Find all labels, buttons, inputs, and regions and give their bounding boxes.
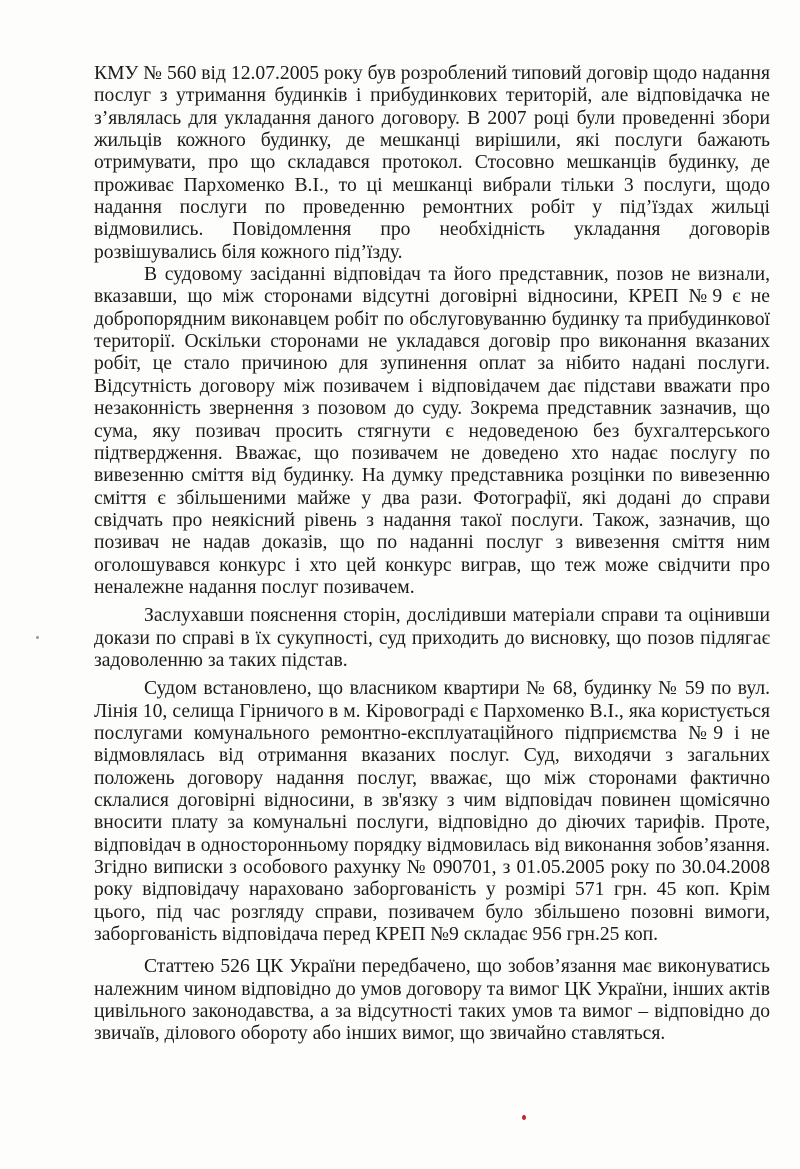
scan-speck: [36, 636, 39, 639]
paragraph-article-526: Статтею 526 ЦК України передбачено, що зобов’язання має виконуватись належним чином відповідно до умов договору та вимог ЦК України, інших актів цивільного законодавства, а за відсутності таких умов та вимог – відповідно до звичаїв, ділового обороту або інших вимог, що звичайно ставляться.: [94, 956, 770, 1045]
paragraph-court-conclusion: Заслухавши пояснення сторін, дослідивши матеріали справи та оцінивши докази по справі в їх сукупності, суд приходить до висновку, що позов підлягає задоволенню за таких підстав.: [94, 605, 770, 671]
ink-mark: [522, 1115, 526, 1120]
paragraph-defendant-position: В судовому засіданні відповідач та його представник, позов не визнали, вказавши, що між сторонами відсутні договірні відносини, КРЕП №9 є не добропорядним виконавцем робіт по обслуговуванню будинку та прибудинкової території. Оскільки сторонами не укладався договір про виконання вказаних робіт, це стало причиною для зупинення оплат за нібито надані послуги. Відсутність договору між позивачем і відповідачем дає підстави вважати про незаконність звернення з позовом до суду. Зокрема представник зазначив, що сума, яку позивач просить стягнути є недоведеною без бухгалтерського підтвердження. Вважає, що позивачем не доведено хто надає послугу по вивезенню сміття від будинку. На думку представника розцінки по вивезенню сміття є збільшеними майже у два рази. Фотографії, які додані до справи свідчать про неякісний рівень з надання такої послуги. Також, зазначив, що позивач не надав доказів, що по наданні послуг з вивезення сміття ним оголошувався конкурс і хто цей конкурс виграв, що теж може свідчити про неналежне надання послуг позивачем.: [94, 264, 770, 598]
paragraph-contract-context: КМУ № 560 від 12.07.2005 року був розроблений типовий договір щодо надання послуг з утримання будинків і прибудинкових територій, але відповідачка не з’являлась для укладання даного договору. В 2007 році були проведенні збори жильців кожного будинку, де мешканці вирішили, які послуги бажають отримувати, про що складався протокол. Стосовно мешканців будинку, де проживає Пархоменко В.І., то ці мешканці вибрали тільки 3 послуги, щодо надання послуги по проведенню ремонтних робіт у під’їздах жильці відмовились. Повідомлення про необхідність укладання договорів розвішувались біля кожного під’їзду.: [94, 63, 770, 263]
paragraph-court-findings: Судом встановлено, що власником квартири № 68, будинку № 59 по вул. Лінія 10, селища Гірничого в м. Кіровограді є Пархоменко В.І., яка користується послугами комунального ремонтно-експлуатаційного підприємства №9 і не відмовлялась від отримання вказаних послуг. Суд, виходячи з загальних положень договору надання послуг, вважає, що між сторонами фактично склалися договірні відносини, в зв'язку з чим відповідач повинен щомісячно вносити плату за комунальні послуги, відповідно до діючих тарифів. Проте, відповідач в односторонньому порядку відмовилась від виконання зобов’язання. Згідно виписки з особового рахунку № 090701, з 01.05.2005 року по 30.04.2008 року відповідачу нараховано заборгованість у розмірі 571 грн. 45 коп. Крім цього, під час розгляду справи, позивачем було збільшено позовні вимоги, заборгованість відповідача перед КРЕП №9 складає 956 грн.25 коп.: [94, 678, 770, 946]
document-body: [94, 63, 770, 1046]
